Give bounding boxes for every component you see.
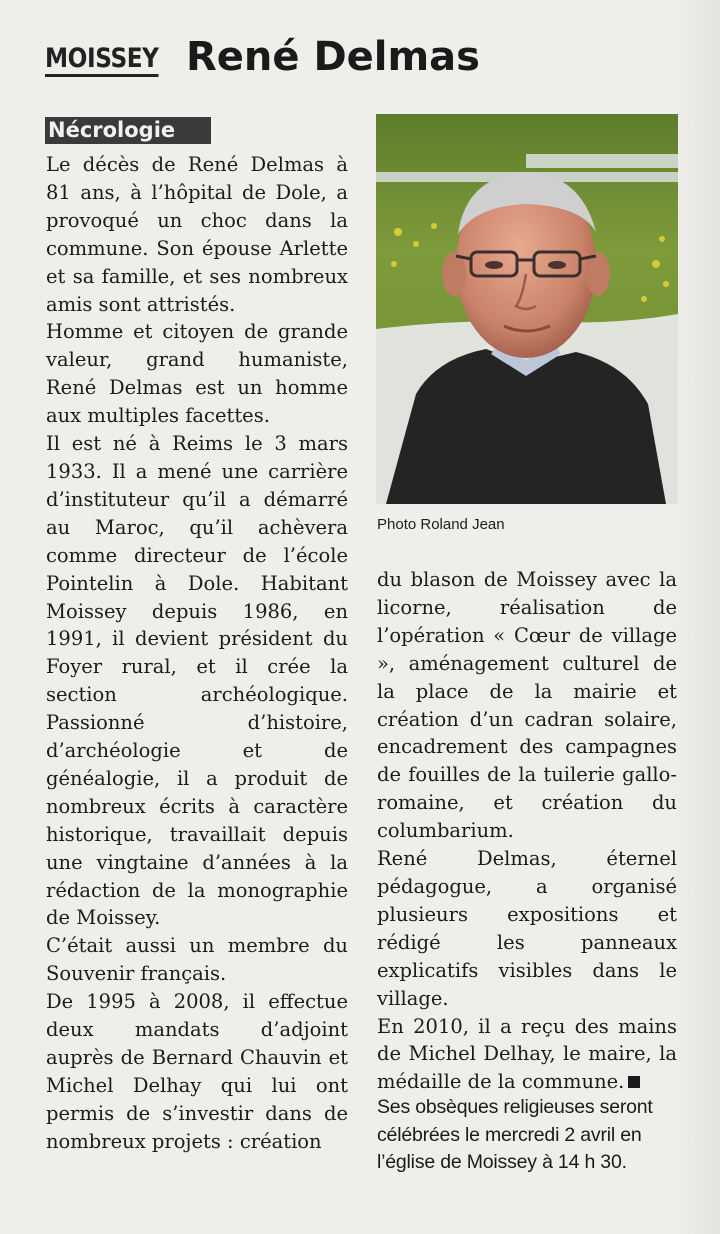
paragraph: Homme et citoyen de grande valeur, grand humaniste, René Delmas est un homme aux multiples facettes. [46, 320, 348, 428]
paragraph: C’était aussi un membre du Souvenir français. [46, 934, 348, 986]
paragraph: Il est né à Reims le 3 mars 1933. Il a mené une carrière d’instituteur qu’il a démarré au Maroc, qu’il achèvera comme directeur de l’école Pointelin à Dole. Habitant Moissey depuis 1986, en 1991, il devient président du Foyer rural, et il crée la section archéologique. Passionné d’histoire, d’archéologie et de généalogie, il a produit de nombreux écrits à caractère historique, travaillait depuis une vingtaine d’années à la rédaction de la monographie de Moissey. [46, 432, 348, 930]
section-rubric: Nécrologie [45, 117, 211, 144]
paragraph-final [377, 1013, 677, 1097]
photo-caption: Photo Roland Jean [377, 516, 505, 533]
paragraph: Le décès de René Delmas à 81 ans, à l’hôpital de Dole, a provoqué un choc dans la commune. Son épouse Arlette et sa famille, et ses nombreux amis sont attristés. [46, 153, 348, 316]
paragraph: du blason de Moissey avec la licorne, réalisation de l’opération « Cœur de village », aménagement culturel de la place de la mairie et création d’un cadran solaire, encadrement des campagnes de fouilles de la tuilerie gallo-romaine, et création du columbarium. [377, 568, 677, 843]
paragraph: René Delmas, éternel pédagogue, a organisé plusieurs expositions et rédigé les panneaux explicatifs visibles dans le village. [377, 847, 677, 1010]
location-kicker: MOISSEY [45, 44, 159, 77]
article-headline: René Delmas [186, 34, 480, 80]
adjacent-page-bleed [672, 0, 720, 1234]
portrait-photo [376, 114, 678, 504]
portrait-illustration [376, 114, 678, 504]
article-column-right [377, 566, 677, 1096]
paragraph: De 1995 à 2008, il effectue deux mandats d’adjoint auprès de Bernard Chauvin et Michel Delhay qui lui ont permis de s’investir dans de nombreux projets : création [46, 990, 348, 1153]
funeral-notice: Ses obsèques religieuses seront célébrées le mercredi 2 avril en l’église de Moissey à 14 h 30. [377, 1096, 653, 1173]
article-column-left [46, 151, 348, 1156]
end-of-article-mark [628, 1076, 640, 1088]
paragraph-final-text: En 2010, il a reçu des mains de Michel Delhay, le maire, la médaille de la commune. [377, 1014, 677, 1094]
